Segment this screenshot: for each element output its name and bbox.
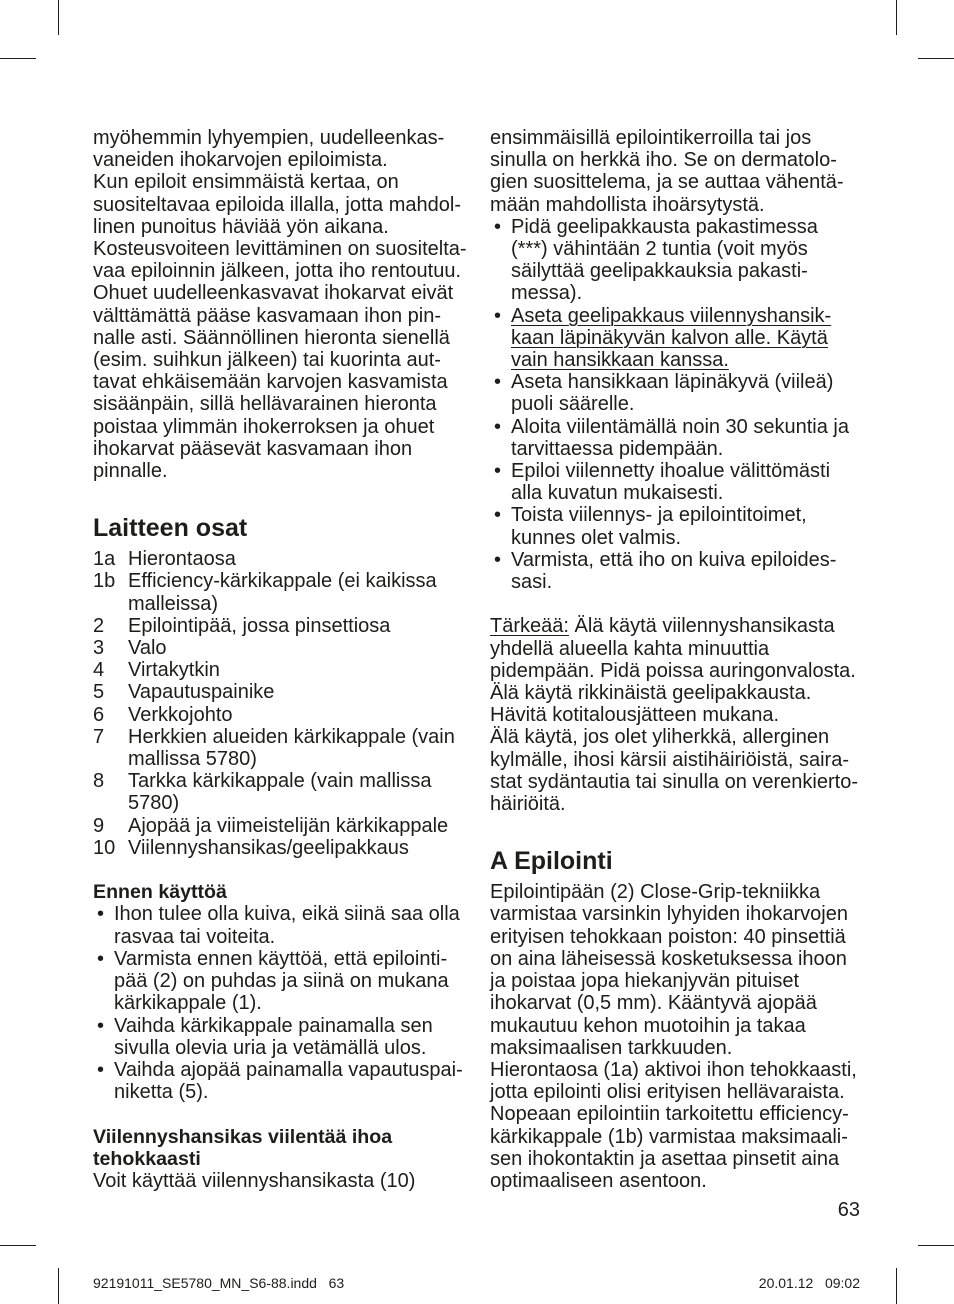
part-description: Herkkien alueiden kärkikappale (vain mallissa 5780) [128, 725, 455, 771]
important-label: Tärkeää: [490, 615, 569, 638]
part-description: Hierontaosa [128, 548, 236, 571]
list-item [490, 216, 870, 305]
part-number: 5 [93, 681, 105, 704]
list-item-text: Varmista, että iho on kuiva epiloides- sasi. [511, 548, 837, 594]
list-item [93, 1059, 473, 1103]
list-item [490, 460, 870, 504]
right-column [490, 127, 870, 1192]
before-use-heading: Ennen käyttöä [93, 881, 227, 904]
epilation-paragraph: Epilointipään (2) Close-Grip-tekniikka varmistaa varsinkin lyhyiden ihokarvojen erityisen tehokkaan poiston: 40 pinsettiä on aina läheisessä kosketuksessa ihoon ja poistaa jopa hiekanjyvän pituiset ihokarvat (0,5 mm). Kääntyvä ajopää mukautuu kehon muotoihin ja takaa maksimaalisen tarkkuuden. Hierontaosa (1a) aktivoi ihon tehokkaasti, jotta epilointi olisi erityisen hellävaraista. Nopeaan epilointiin tarkoitettu efficiency- kärkikappale (1b) varmistaa maksimaali- sen ihokontaktin ja asettaa pinsetit aina optimaaliseen asentoon. [490, 881, 857, 1192]
part-number: 1a [93, 548, 116, 571]
important-notice [490, 615, 870, 815]
list-item [490, 371, 870, 415]
list-item [93, 948, 473, 1015]
list-item [490, 504, 870, 548]
cooling-glove-heading: Viilennyshansikas viilentää ihoa tehokkaasti [93, 1125, 393, 1170]
part-number: 1b [93, 570, 116, 593]
bullet-marker: • [494, 415, 502, 438]
list-item [93, 1015, 473, 1059]
list-item-text: Aloita viilentämällä noin 30 sekuntia ja tarvittaessa pidempään. [511, 415, 849, 460]
list-item [490, 416, 870, 460]
crop-mark-top-right-horizontal [918, 58, 954, 59]
list-item [490, 305, 870, 372]
bullet-marker: • [494, 460, 502, 483]
bullet-marker: • [97, 947, 105, 970]
cooling-glove-text: Voit käyttää viilennyshansikasta (10) [93, 1169, 416, 1192]
parts-list-item [93, 726, 473, 770]
cooling-glove-list [490, 216, 870, 593]
bullet-marker: • [494, 504, 502, 527]
bullet-marker: • [494, 304, 502, 327]
part-description: Virtakytkin [128, 659, 220, 682]
part-number: 9 [93, 814, 105, 837]
crop-mark-top-left-vertical [58, 0, 59, 35]
list-item-text: Aseta hansikkaan läpinäkyvä (viileä) puoli säärelle. [511, 371, 834, 416]
parts-list-item [93, 704, 473, 726]
list-item [490, 549, 870, 593]
part-description: Tarkka kärkikappale (vain mallissa 5780) [128, 770, 432, 815]
list-item-text: Vaihda kärkikappale painamalla sen sivulla olevia uria ja vetämällä ulos. [114, 1014, 433, 1059]
crop-mark-top-left-horizontal [0, 58, 36, 59]
intro-paragraph: myöhemmin lyhyempien, uudelleenkas- vaneiden ihokarvojen epiloimista. Kun epiloit ensimmäistä kertaa, on suositeltavaa epiloida illalla, jotta mahdol- linen punoitus häviää yön aikana. Kosteusvoiteen levittäminen on suositelta- vaa epiloinnin jälkeen, jotta iho rentoutuu. Ohuet uudelleenkasvavat ihokarvat eivät välttämättä pääse kasvamaan ihon pin- nalle asti. Säännöllinen hieronta sienellä (esim. suihkun jälkeen) tai kuorinta aut- tavat ehkäisemään karvojen kasvamista sisäänpäin, sillä hellävarainen hieronta poistaa ylimmän ihokerroksen ja ohuet ihokarvat pääsevät kasvamaan ihon pinnalle. [93, 127, 467, 483]
crop-mark-bottom-right-horizontal [918, 1245, 954, 1246]
list-item [93, 903, 473, 947]
epilation-heading: A Epilointi [490, 847, 613, 876]
bullet-marker: • [494, 548, 502, 571]
crop-mark-top-right-vertical [896, 0, 897, 35]
crop-mark-bottom-right-vertical [896, 1268, 897, 1304]
bullet-marker: • [494, 371, 502, 394]
crop-mark-bottom-left-horizontal [0, 1245, 36, 1246]
part-number: 6 [93, 703, 105, 726]
parts-list-item [93, 637, 473, 659]
list-item-text: Vaihda ajopää painamalla vapautuspai- niketta (5). [114, 1058, 463, 1104]
part-number: 3 [93, 637, 105, 660]
list-item-text: Varmista ennen käyttöä, että epilointi- pää (2) on puhdas ja siinä on mukana kärkikappale (1). [114, 947, 449, 1015]
parts-list-item [93, 570, 473, 614]
parts-list-item [93, 837, 473, 859]
list-item-text-underlined: Aseta geelipakkaus viilennyshansik- kaan läpinäkyvän kalvon alle. Käytä vain hansikkaan kanssa. [511, 304, 832, 372]
bullet-marker: • [494, 215, 502, 238]
parts-list-item [93, 681, 473, 703]
part-number: 7 [93, 725, 105, 748]
left-column [93, 127, 473, 1192]
part-description: Vapautuspainike [128, 681, 275, 704]
list-item-text: Epiloi viilennetty ihoalue välittömästi alla kuvatun mukaisesti. [511, 460, 831, 505]
parts-list-item [93, 770, 473, 814]
parts-list-item [93, 659, 473, 681]
crop-mark-bottom-left-vertical [58, 1268, 59, 1304]
part-number: 2 [93, 614, 105, 637]
part-description: Efficiency-kärkikappale (ei kaikissa malleissa) [128, 570, 437, 615]
bullet-marker: • [97, 1014, 105, 1037]
part-number: 8 [93, 770, 105, 793]
part-description: Viilennyshansikas/geelipakkaus [128, 836, 409, 859]
part-description: Epilointipää, jossa pinsettiosa [128, 614, 391, 637]
page-number: 63 [837, 1199, 860, 1221]
part-number: 10 [93, 836, 116, 859]
parts-list-item [93, 615, 473, 637]
parts-list [93, 548, 473, 859]
cooling-glove-continued: ensimmäisillä epilointikerroilla tai jos sinulla on herkkä iho. Se on dermatolo- gien suosittelema, ja se auttaa vähentä- mään mahdollista ihoärsytystä. [490, 127, 844, 216]
part-description: Ajopää ja viimeistelijän kärkikappale [128, 814, 449, 837]
before-use-list [93, 903, 473, 1103]
list-item-text: Toista viilennys- ja epilointitoimet, kunnes olet valmis. [511, 504, 807, 549]
list-item-text: Ihon tulee olla kuiva, eikä siinä saa olla rasvaa tai voiteita. [114, 903, 460, 948]
part-description: Valo [128, 637, 167, 660]
parts-heading: Laitteen osat [93, 514, 248, 543]
list-item-text: Pidä geelipakkausta pakastimessa (***) vähintään 2 tuntia (voit myös säilyttää geelipakkauksia pakasti- messa). [511, 215, 818, 305]
footer-datetime: 20.01.12 09:02 [758, 1275, 860, 1291]
part-description: Verkkojohto [128, 703, 233, 726]
parts-list-item [93, 548, 473, 570]
bullet-marker: • [97, 1058, 105, 1081]
bullet-marker: • [97, 903, 105, 926]
important-text: Älä käytä viilennyshansikasta yhdellä alueella kahta minuuttia pidempään. Pidä poissa auringonvalosta. Älä käytä rikkinäistä geelipakkausta. Hävitä kotitalousjätteen mukana. Älä käytä, jos olet yliherkkä, allerginen kylmälle, ihosi kärsii aistihäiriöistä, saira- stat sydäntautia tai sinulla on verenkierto- häiriöitä. [490, 615, 858, 816]
part-number: 4 [93, 659, 105, 682]
footer-file-info: 92191011_SE5780_MN_S6-88.indd 63 [93, 1275, 345, 1291]
parts-list-item [93, 815, 473, 837]
